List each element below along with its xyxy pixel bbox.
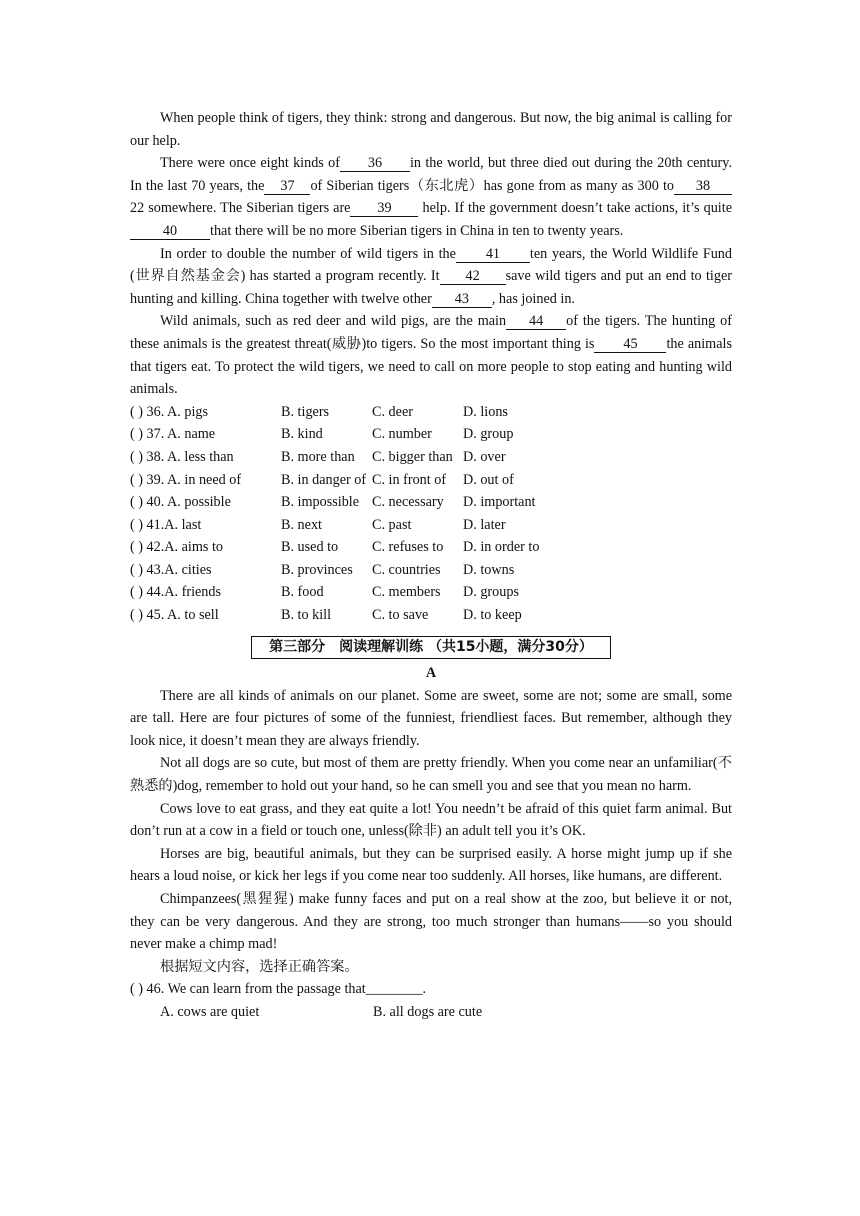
reading-paragraph-4: Horses are big, beautiful animals, but they can be surprised easily. A horse might jump up if she hears a loud noise, or kick her legs if you come near too suddenly. All horses, like humans, are different.: [130, 845, 732, 885]
passage-letter: A: [425, 664, 437, 681]
option-d: D. out of: [463, 471, 514, 488]
option-b: B. kind: [281, 426, 323, 443]
option-b: B. more than: [281, 448, 355, 465]
option-d: D. lions: [463, 403, 508, 420]
option-row-44: [130, 581, 732, 604]
question-stem: ( ) 42.A. aims to: [130, 539, 223, 556]
blank-39: 39: [350, 201, 418, 217]
answer-options-46: [130, 1001, 732, 1024]
answer-blank: ________: [365, 981, 423, 998]
option-c: C. in front of: [372, 471, 447, 488]
option-b: B. used to: [281, 539, 339, 556]
question-stem: ( ) 46. We can learn from the passage that: [130, 981, 366, 998]
option-b: B. provinces: [281, 561, 353, 578]
text-segment: Wild animals, such as red deer and wild pigs, are the main: [160, 313, 507, 330]
blank-43: 43: [432, 292, 492, 308]
exam-page: [130, 107, 732, 1024]
blank-37: 37: [264, 179, 310, 195]
option-d: D. towns: [463, 561, 515, 578]
option-row-38: [130, 446, 732, 469]
option-d: D. later: [463, 516, 506, 533]
cloze-paragraph-4: [130, 310, 732, 400]
text-segment: of Siberian tigers（东北虎）has gone from as many as 300 to: [310, 177, 674, 194]
blank-44: 44: [506, 314, 566, 330]
option-row-40: [130, 491, 732, 514]
option-b: B. to kill: [281, 607, 332, 624]
option-b: B. next: [281, 516, 322, 533]
option-b: B. tigers: [281, 403, 330, 420]
option-c: C. refuses to: [372, 539, 444, 556]
option-d: D. groups: [463, 584, 519, 601]
option-d: D. to keep: [463, 607, 522, 624]
option-c: C. deer: [372, 403, 413, 420]
option-row-36: [130, 401, 732, 424]
blank-38: 38: [674, 179, 732, 195]
question-stem: ( ) 39. A. in need of: [130, 471, 242, 488]
option-a: A. cows are quiet: [160, 1003, 260, 1020]
reading-paragraph-5: Chimpanzees(黑猩猩) make funny faces and put on a real show at the zoo, but believe it or not, they can be very dangerous. And they are strong, too much stronger than humans——so you should never make a chimp mad!: [130, 891, 732, 953]
option-row-39: [130, 469, 732, 492]
cloze-options: [130, 401, 732, 627]
text-segment: save wild tigers and put an end to tiger hunting and killing. China together with twelve other: [130, 268, 732, 307]
option-c: C. countries: [372, 561, 441, 578]
option-row-41: [130, 514, 732, 537]
reading-paragraph-2: Not all dogs are so cute, but most of them are pretty friendly. When you come near an unfamiliar(不熟悉的)dog, remember to hold out your hand, so he can smell you and see that you mean no harm.: [130, 755, 732, 795]
text-segment: There were once eight kinds of: [160, 155, 340, 172]
cloze-paragraph-1: When people think of tigers, they think: strong and dangerous. But now, the big animal is calling for our help.: [130, 110, 732, 149]
question-46: [130, 978, 732, 1001]
text-segment: ten years, the World Wildlife Fund (世界自然基金会) has started a program recently. It: [130, 245, 732, 285]
text-segment: , has joined in.: [491, 290, 575, 307]
question-stem: ( ) 40. A. possible: [130, 494, 231, 511]
text-segment: 22 somewhere. The Siberian tigers are: [130, 200, 351, 217]
option-c: C. members: [372, 584, 441, 601]
question-stem: ( ) 38. A. less than: [130, 448, 234, 465]
blank-41: 41: [456, 247, 530, 263]
blank-40: 40: [130, 224, 210, 240]
text-segment: help. If the government doesn’t take actions, it’s quite: [418, 200, 732, 217]
option-row-45: [130, 604, 732, 627]
cloze-paragraph-2: [130, 152, 732, 242]
option-c: C. necessary: [372, 494, 444, 511]
option-d: D. important: [463, 494, 536, 511]
blank-36: 36: [340, 156, 410, 172]
option-c: C. to save: [372, 607, 429, 624]
option-b: B. impossible: [281, 494, 360, 511]
option-b: B. food: [281, 584, 324, 601]
option-c: C. past: [372, 516, 412, 533]
text-segment: In order to double the number of wild tigers in the: [160, 245, 456, 262]
question-end: .: [422, 981, 427, 998]
option-c: C. bigger than: [372, 448, 453, 465]
question-stem: ( ) 45. A. to sell: [130, 607, 219, 624]
option-row-42: [130, 536, 732, 559]
option-b: B. in danger of: [281, 471, 367, 488]
question-stem: ( ) 36. A. pigs: [130, 403, 209, 420]
text-segment: that there will be no more Siberian tigers in China in ten to twenty years.: [210, 222, 624, 239]
question-stem: ( ) 41.A. last: [130, 516, 202, 533]
reading-paragraph-1: There are all kinds of animals on our planet. Some are sweet, some are not; some are small, some are tall. Here are four pictures of some of the funniest, friendliest faces. But remember, although they look nice, it doesn’t mean they are always friendly.: [130, 687, 732, 749]
reading-paragraph-3: Cows love to eat grass, and they eat quite a lot! You needn’t be afraid of this quiet farm animal. But don’t run at a cow in a field or touch one, unless(除非) an adult tell you it’s OK.: [130, 800, 732, 840]
question-stem: ( ) 43.A. cities: [130, 561, 212, 578]
blank-42: 42: [440, 269, 506, 285]
option-row-37: [130, 423, 732, 446]
reading-instruction: 根据短文内容，选择正确答案。: [160, 958, 359, 975]
text-segment: in the world, but three died out during the 20th century. In the last 70 years, the: [130, 155, 732, 194]
option-d: D. group: [463, 426, 514, 443]
option-row-43: [130, 559, 732, 582]
option-d: D. in order to: [463, 539, 540, 556]
text-segment: the animals that tigers eat. To protect the wild tigers, we need to call on more people to stop eating and hunting wild animals.: [130, 335, 732, 398]
question-stem: ( ) 37. A. name: [130, 426, 216, 443]
option-c: C. number: [372, 426, 432, 443]
text-segment: of the tigers. The hunting of these animals is the greatest threat(威胁)to tigers. So the most important thing is: [130, 313, 732, 352]
question-stem: ( ) 44.A. friends: [130, 584, 222, 601]
option-b: B. all dogs are cute: [373, 1003, 483, 1020]
blank-45: 45: [594, 337, 666, 353]
cloze-paragraph-3: [130, 243, 732, 311]
option-d: D. over: [463, 448, 506, 465]
section-3-heading: 第三部分 阅读理解训练 （共15小题，满分30分）: [251, 636, 611, 659]
